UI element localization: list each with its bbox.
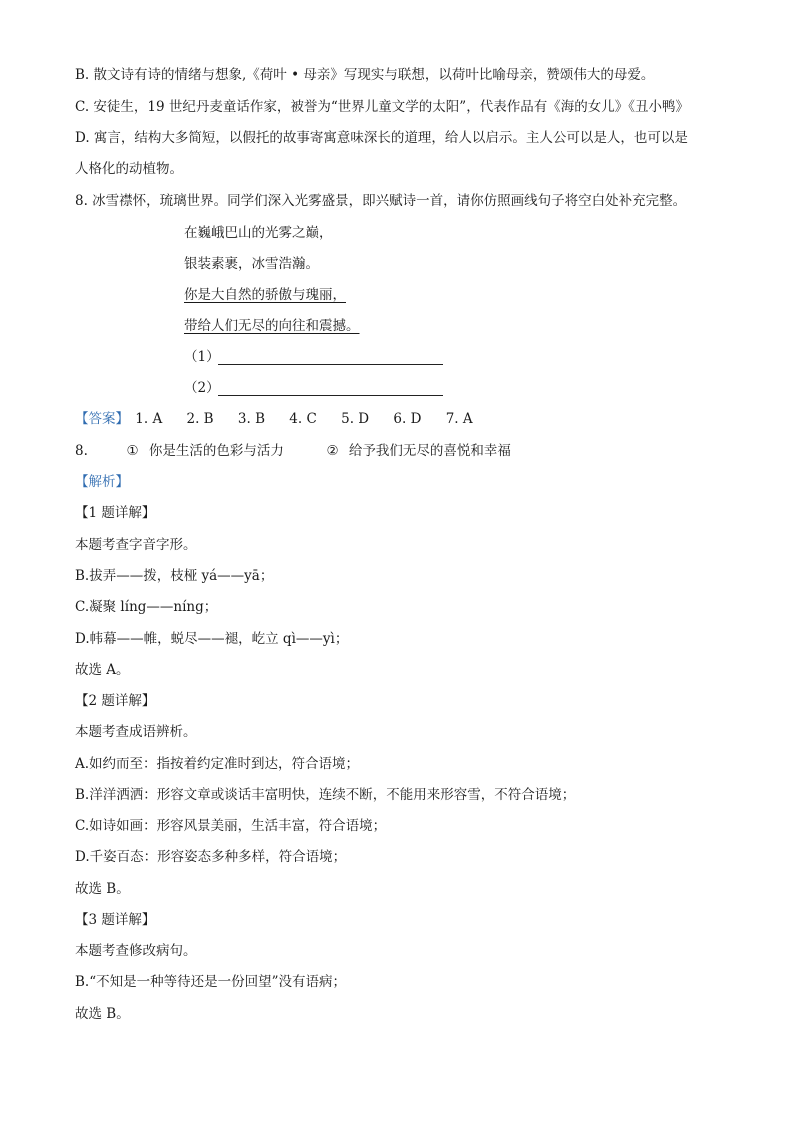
answer-item: 4. C <box>289 411 317 427</box>
q2-line: B.洋洋洒洒：形容文章或谈话丰富明快，连续不断，不能用来形容雪，不符合语境； <box>75 787 576 803</box>
q3-header: 【3 题详解】 <box>75 912 156 928</box>
q2-line: 本题考查成语辨析。 <box>75 724 197 740</box>
blank-2-label: （2） <box>184 380 220 396</box>
q1-line: 故选 A。 <box>75 662 130 678</box>
q2-line: A.如约而至：指按着约定准时到达，符合语境； <box>75 756 360 772</box>
q2-line: C.如诗如画：形容风景美丽，生活丰富，符合语境； <box>75 818 387 834</box>
q3-line: 故选 B。 <box>75 1006 130 1022</box>
q7-option-b: B. 散文诗有诗的情绪与想象,《荷叶 • 母亲》写现实与联想，以荷叶比喻母亲，赞颂伟大的母爱。 <box>75 67 655 83</box>
blank-2 <box>184 379 218 397</box>
q7-option-d-line2: 人格化的动植物。 <box>75 161 183 177</box>
q7-option-c: C. 安徒生，19 世纪丹麦童话作家，被誉为“世界儿童文学的太阳”，代表作品有《海的女儿》《丑小鸭》 <box>75 99 689 115</box>
answer-item: 2. B <box>186 411 214 427</box>
answer-item: 6. D <box>393 411 422 427</box>
q2-line: 故选 B。 <box>75 881 130 897</box>
q1-line: C.凝聚 líng——níng； <box>75 599 218 615</box>
analysis-tag: 【解析】 <box>75 474 129 490</box>
q3-line: B.“不知是一种等待还是一份回望”没有语病； <box>75 974 347 990</box>
answer-q8-part2: 给予我们无尽的喜悦和幸福 <box>348 443 511 459</box>
blank-1-label: （1） <box>184 349 220 365</box>
q7-option-d-line1: D. 寓言，结构大多简短，以假托的故事寄寓意味深长的道理，给人以启示。主人公可以是人，也可以是 <box>75 130 688 146</box>
answer-item: 1. A <box>135 411 163 427</box>
circle-1: ① <box>126 443 139 459</box>
q8-stem: 8. 冰雪襟怀，琉璃世界。同学们深入光雾盛景，即兴赋诗一首，请你仿照画线句子将空白处补充完整。 <box>75 193 687 209</box>
poem-line-2: 银装素裹，冰雪浩瀚。 <box>184 256 319 272</box>
circle-2: ② <box>326 443 339 459</box>
poem-underlined-line-1: 你是大自然的骄傲与瑰丽， <box>184 287 346 303</box>
poem-line-1: 在巍峨巴山的光雾之巅， <box>184 225 333 241</box>
answer-row <box>75 410 473 428</box>
q2-line: D.千姿百态：形容姿态多种多样，符合语境； <box>75 849 347 865</box>
answer-q8-num: 8. <box>75 443 88 459</box>
answer-q8-part1: 你是生活的色彩与活力 <box>148 443 284 459</box>
blank-1-line <box>218 364 443 365</box>
answer-q8-row <box>75 442 511 460</box>
poem-underlined-line-2: 带给人们无尽的向往和震撼。 <box>184 318 360 334</box>
answer-tag: 【答案】 <box>75 411 129 427</box>
blank-2-line <box>218 395 443 396</box>
answer-item: 7. A <box>445 411 473 427</box>
q1-line: D.帏幕——帷，蜕尽——褪，屹立 qì——yì； <box>75 631 349 647</box>
q2-header: 【2 题详解】 <box>75 693 156 709</box>
q1-line: B.拔弄——拨，枝桠 yá——yā； <box>75 568 274 584</box>
blank-1 <box>184 348 218 366</box>
q1-header: 【1 题详解】 <box>75 505 156 521</box>
answer-item: 5. D <box>341 411 370 427</box>
answer-item: 3. B <box>237 411 265 427</box>
q3-line: 本题考查修改病句。 <box>75 943 197 959</box>
q1-line: 本题考查字音字形。 <box>75 537 197 553</box>
